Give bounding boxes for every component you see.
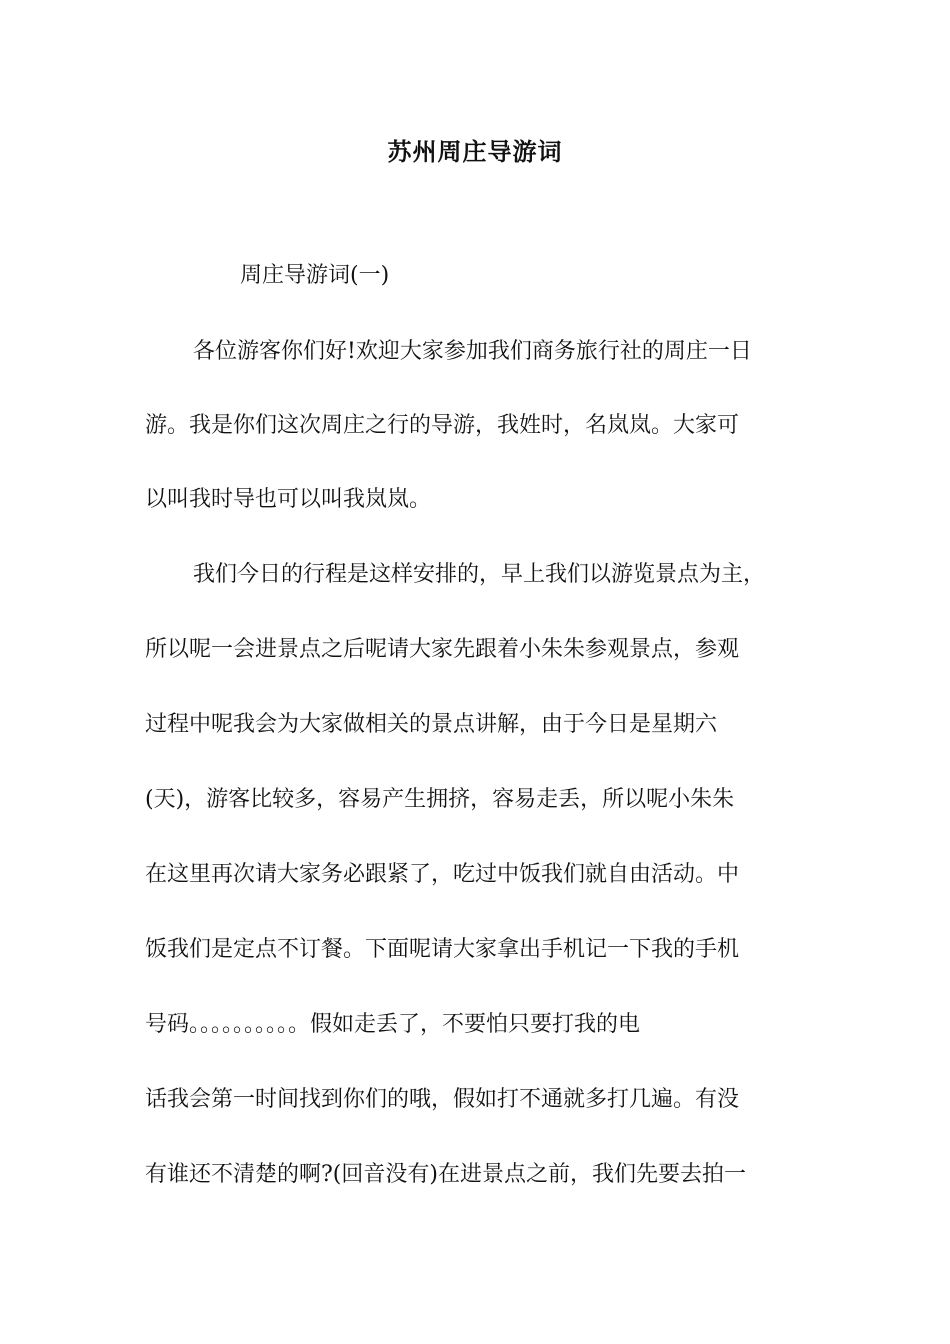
paragraph-line: 在这里再次请大家务必跟紧了，吃过中饭我们就自由活动。中 <box>145 862 740 887</box>
document-title: 苏州周庄导游词 <box>387 137 563 166</box>
paragraph-line: 游。我是你们这次周庄之行的导游，我姓时，名岚岚。大家可 <box>145 413 740 438</box>
paragraph-line: 话我会第一时间找到你们的哦，假如打不通就多打几遍。有没 <box>145 1087 740 1112</box>
paragraph-line: 所以呢一会进景点之后呢请大家先跟着小朱朱参观景点，参观 <box>145 637 740 662</box>
paragraph-line: 以叫我时导也可以叫我岚岚。 <box>145 487 432 512</box>
paragraph-line: (天)，游客比较多，容易产生拥挤，容易走丢，所以呢小朱朱 <box>145 787 735 812</box>
paragraph-line: 有谁还不清楚的啊?(回音没有)在进景点之前，我们先要去拍一 <box>145 1162 746 1187</box>
paragraph-line: 号码。。。。。。。。。。假如走丢了，不要怕只要打我的电 <box>145 1012 641 1037</box>
paragraph-line: 过程中呢我会为大家做相关的景点讲解，由于今日是星期六 <box>145 712 718 737</box>
paragraph-line: 我们今日的行程是这样安排的，早上我们以游览景点为主， <box>193 562 766 587</box>
section-title: 周庄导游词(一) <box>240 263 390 288</box>
paragraph-line: 各位游客你们好!欢迎大家参加我们商务旅行社的周庄一日 <box>193 339 752 364</box>
paragraph-line: 饭我们是定点不订餐。下面呢请大家拿出手机记一下我的手机 <box>145 937 740 962</box>
